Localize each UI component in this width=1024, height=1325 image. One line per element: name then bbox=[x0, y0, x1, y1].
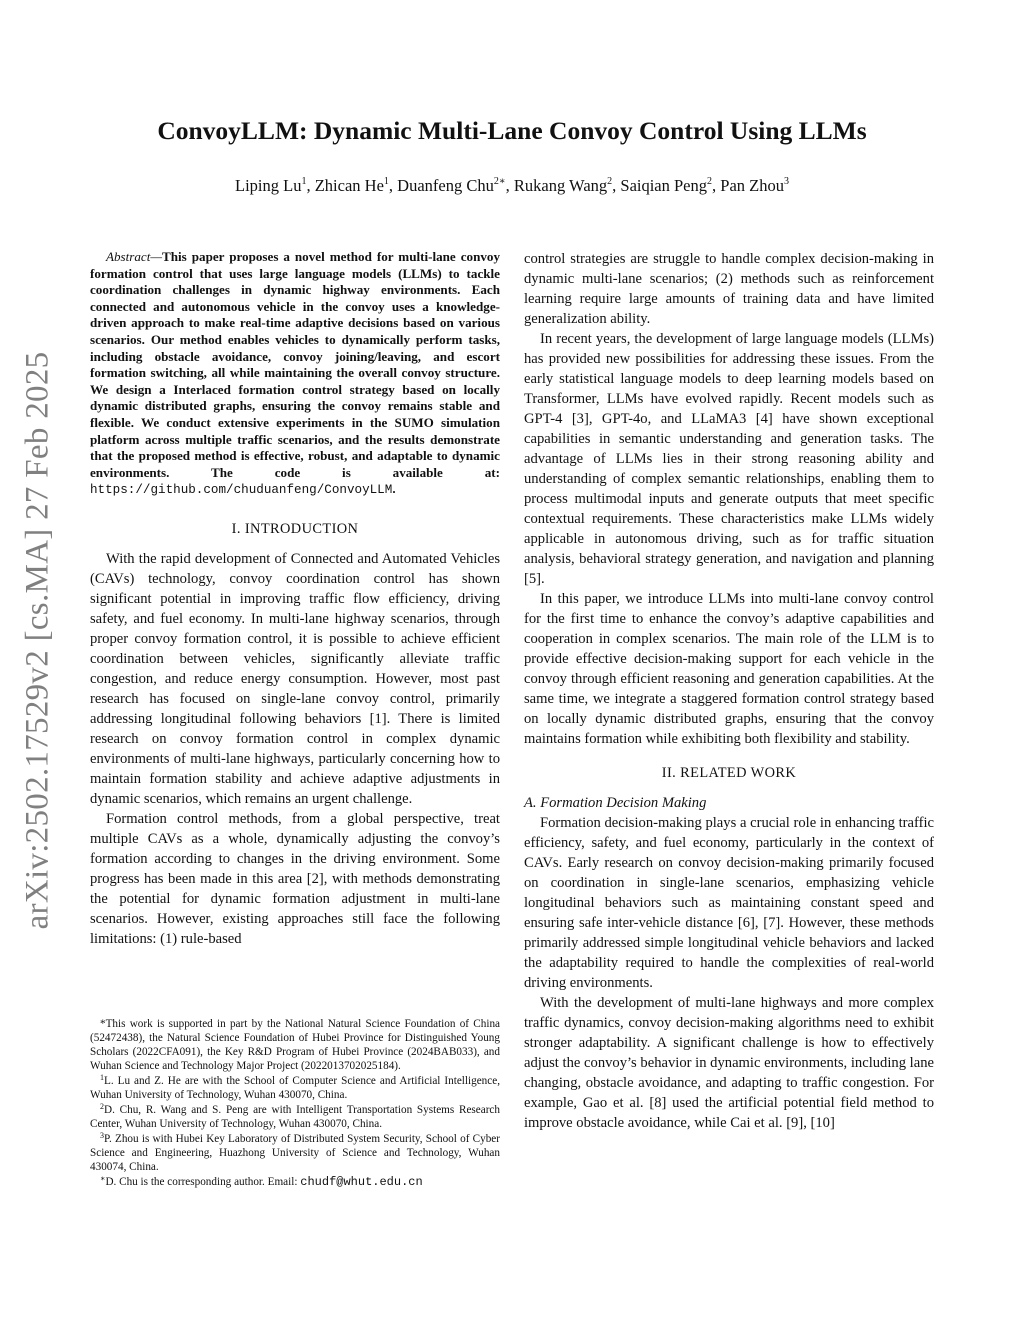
author-list bbox=[0, 176, 1024, 196]
arxiv-stamp bbox=[16, 330, 60, 950]
author: Rukang Wang$^2$, bbox=[513, 176, 621, 195]
body-paragraph: In this paper, we introduce LLMs into multi-lane convoy control for the first time to enhance the convoy’s adaptive capabilities and cooperation in complex scenarios. The main role of the LLM is to provide effective decision-making support for each vehicle in the convoy through efficient reasoning and generation capabilities. At the same time, we integrate a staggered formation control strategy based on locally dynamic distributed graphs, ensuring that the convoy maintains formation while exhibiting both flexibility and stability. bbox=[524, 591, 934, 747]
author: Pan Zhou$^3$ bbox=[720, 176, 789, 195]
body-paragraph: With the development of multi-lane highways and more complex traffic dynamics, convoy decision-making algorithms need to exhibit stronger adaptability. A significant challenge is how to effectively adjust the convoy’s behavior in dynamic environments, including lane changing, obstacle avoidance, and adapting to traffic congestion. For example, Gao et al. [8] used the artificial potential field method to improve obstacle avoidance, while Cai et al. [9], [10] bbox=[524, 995, 934, 1131]
author: Liping Lu$^1$, bbox=[235, 176, 315, 195]
author: Zhican He$^1$, bbox=[314, 176, 398, 195]
footnote: $^2$D. Chu, R. Wang and S. Peng are with Intelligent Transportation Systems Research Center, Wuhan University of Technology, Wuhan 430070, China. bbox=[90, 1102, 500, 1130]
footnote: $^1$L. Lu and Z. He are with the School of Computer Science and Artificial Intelligence, Wuhan University of Technology, Wuhan 430070, China. bbox=[90, 1073, 500, 1101]
author: Duanfeng Chu$^{2∗}$, bbox=[397, 176, 514, 195]
code-url[interactable]: https://github.com/chuduanfeng/ConvoyLLM bbox=[90, 483, 393, 498]
email-link[interactable]: chudf@whut.edu.cn bbox=[300, 1175, 423, 1189]
paper-title: ConvoyLLM: Dynamic Multi-Lane Convoy Control Using LLMs bbox=[157, 116, 867, 145]
subsection-heading: A. Formation Decision Making bbox=[524, 795, 707, 811]
body-paragraph: control strategies are struggle to handle complex decision-making in dynamic multi-lane scenarios; (2) methods such as reinforcement learning require large amounts of training data and have limited generalization ability. bbox=[524, 251, 934, 327]
abstract-text: This paper proposes a novel method for multi-lane convoy formation control that uses large language models (LLMs) to tackle coordination challenges in dynamic highway environments. Each connected and autonomous vehicle in the convoy uses a knowledge-driven approach to make real-time adaptive decisions based on various scenarios. Our method enables vehicles to dynamically perform tasks, including obstacle avoidance, convoy joining/leaving, and escort formation switching, all while maintaining the overall convoy structure. We design a Interlaced formation control strategy based on locally dynamic distributed graphs, ensuring the convoy remains stable and flexible. We conduct extensive experiments in the SUMO simulation platform across multiple traffic scenarios, and the results demonstrate that the proposed method is effective, robust, and adaptable to dynamic environments. The code is available at: bbox=[90, 249, 500, 480]
abstract-label: Abstract bbox=[106, 249, 151, 264]
footnote: *This work is supported in part by the National Natural Science Foundation of China (52472438), the Natural Science Foundation of Hubei Province for Distinguished Young Scholars (2022CFA091), the Key R&D Program of Hubei Province (2024BAB033), and Wuhan Science and Technology Major Project (2022013702025184). bbox=[90, 1018, 500, 1072]
arxiv-stamp-text: arXiv:2502.17529v2 [cs.MA] 27 Feb 2025 bbox=[19, 351, 56, 929]
left-column bbox=[90, 249, 500, 949]
abstract: Abstract—This paper proposes a novel method for multi-lane convoy formation control that uses large language models (LLMs) to tackle coordination challenges in dynamic highway environments. Each connected and autonomous vehicle in the convoy uses a knowledge-driven approach to make real-time adaptive decisions based on various scenarios. Our method enables vehicles to dynamically perform tasks, including obstacle avoidance, convoy joining/leaving, and escort formation switching, all while maintaining the overall convoy structure. We design a Interlaced formation control strategy based on locally dynamic distributed graphs, ensuring the convoy remains stable and flexible. We conduct extensive experiments in the SUMO simulation platform across multiple traffic scenarios, and the results demonstrate that the proposed method is effective, robust, and adaptable to dynamic environments. The code is available at: https://github.com/chuduanfeng/ConvoyLLM. bbox=[90, 249, 500, 498]
footnote: $^3$P. Zhou is with Hubei Key Laboratory of Distributed System Security, School of Cyber Science and Engineering, Huazhong University of Science and Technology, Wuhan 430074, China. bbox=[90, 1131, 500, 1173]
author: Saiqian Peng$^2$, bbox=[620, 176, 721, 195]
intro-paragraph: Formation control methods, from a global perspective, treat multiple CAVs as a whole, dynamically adjusting the convoy’s formation according to changes in the driving environment. Some progress has been made in this area [2], with methods demonstrating the potential for dynamic formation adjustment in multi-lane scenarios. However, existing approaches still face the following limitations: (1) rule-based bbox=[90, 810, 500, 947]
section-heading-introduction: I. INTRODUCTION bbox=[231, 520, 359, 537]
body-paragraph: In recent years, the development of large language models (LLMs) has provided new possibilities for addressing these issues. From the early statistical language models to deep learning models based on Transformer, LLMs have evolved rapidly. Recent models such as GPT-4 [3], GPT-4o, and LLaMA3 [4] have shown exceptional capabilities in semantic understanding and generation tasks. The advantage of LLMs lies in their strong reasoning ability and understanding of complex semantic relationships, enabling them to process multimodal inputs and generate outputs that meet specific contextual requirements. These characteristics make LLMs widely applicable in autonomous driving, such as for traffic situation analysis, behavioral strategy generation, and navigation and planning [5]. bbox=[524, 331, 934, 587]
intro-paragraph: With the rapid development of Connected and Automated Vehicles (CAVs) technology, convoy coordination control has shown significant potential in improving traffic flow efficiency, driving safety, and fuel economy. In multi-lane highway scenarios, through proper convoy formation control, it is possible to achieve efficient coordination between vehicles, significantly alleviate traffic congestion, and reduce energy consumption. However, most past research has focused on single-lane convoy control, primarily addressing longitudinal following behaviors [1]. There is limited research on convoy formation control in complex dynamic environments of multi-lane highways, particularly concerning how to maintain formation stability and achieve adaptive adjustments in dynamic scenarios, which remains an urgent challenge. bbox=[90, 550, 500, 807]
section-heading-related-work: II. RELATED WORK bbox=[661, 765, 797, 781]
footnotes bbox=[90, 1017, 500, 1190]
body-paragraph: Formation decision-making plays a crucial role in enhancing traffic efficiency, safety, and fuel economy, particularly in the context of CAVs. Early research on convoy decision-making primarily focused on coordination in single-lane scenarios, emphasizing vehicle longitudinal behaviors such as maintaining constant speed and ensuring safe inter-vehicle distance [6], [7]. However, these methods primarily addressed simple longitudinal vehicle behaviors and lacked the adaptability required to handle the complexities of real-world driving environments. bbox=[524, 815, 934, 991]
right-column bbox=[524, 249, 934, 1133]
footnote-corresponding: ∗D. Chu is the corresponding author. Email: chudf@whut.edu.cn bbox=[100, 1174, 423, 1189]
